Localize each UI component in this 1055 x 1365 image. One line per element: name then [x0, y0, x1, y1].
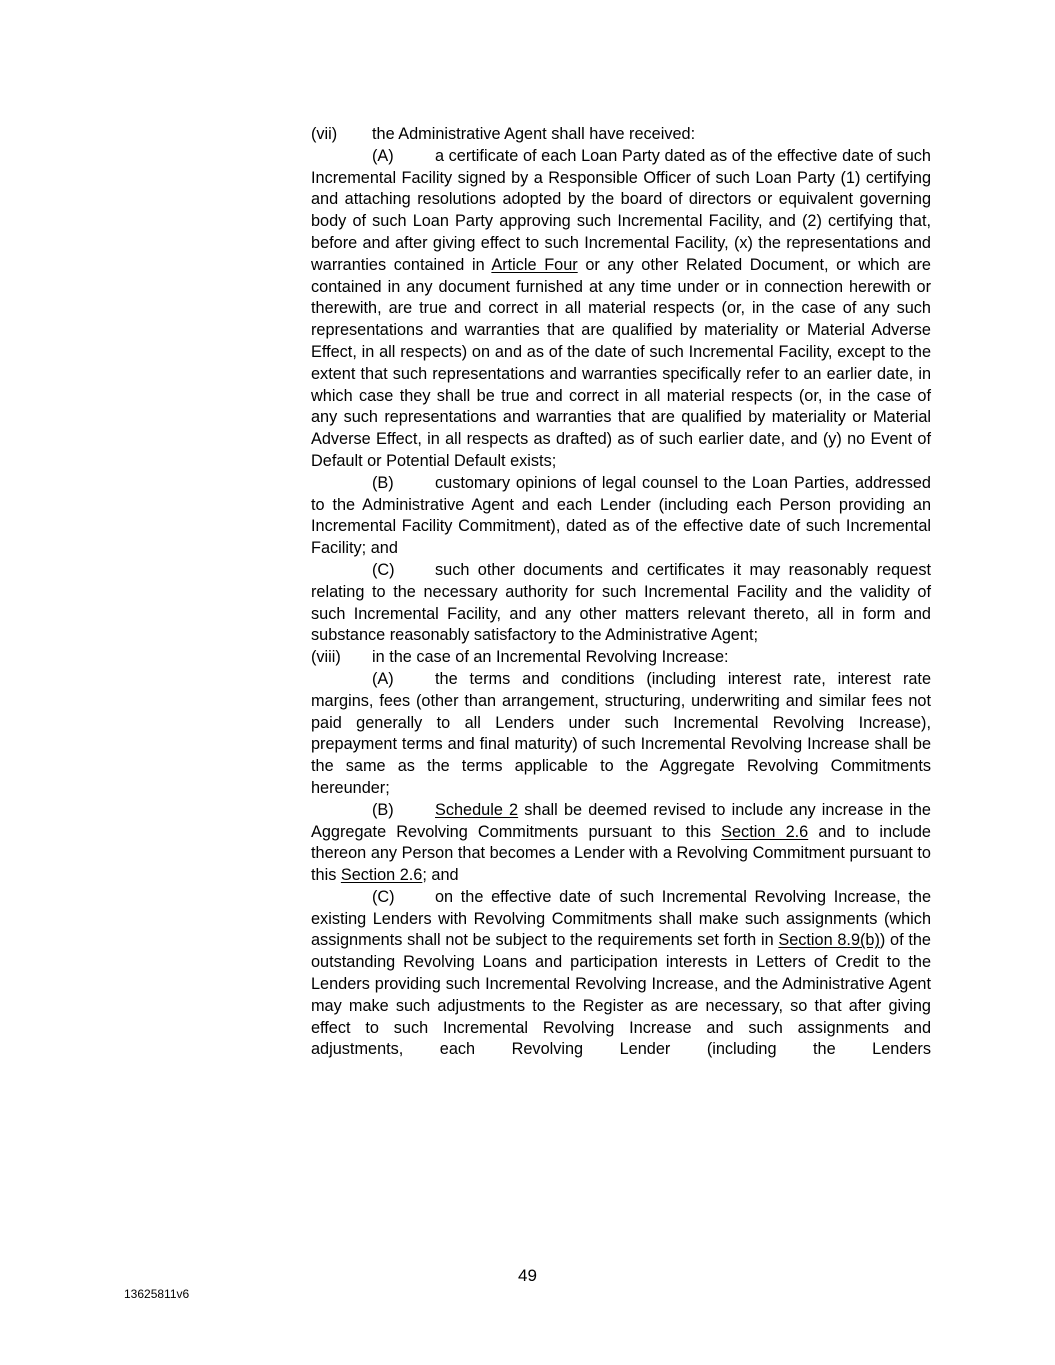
subclause-text: such other documents and certificates it may reasonably request relating to the necessary authority for such Incremental Facility and the validity of such Incremental Facility, and any other matters relevant thereto, all in form and substance reasonably satisfactory to the Administrative Agent; — [311, 560, 931, 645]
schedule-2-reference: Schedule 2 — [435, 800, 519, 819]
subclause-text: on the effective date of such Incremental Revolving Increase, the existing Lenders with Revolving Commitments shall make such assignments (which assignments shall not be subject to the requirements set forth in — [311, 887, 931, 950]
subclause-text: the terms and conditions (including interest rate, interest rate margins, fees (other than arrangement, structuring, underwriting and similar fees not paid generally to all Lenders under such Incremental Revolving Increase), prepayment terms and final maturity) of such Incremental Revolving Increase shall be the same as the terms applicable to the Aggregate Revolving Commitments hereunder; — [311, 669, 931, 797]
subclause-vii-b — [311, 473, 931, 560]
subclause-text: a certificate of each Loan Party dated as of the effective date of such Incremental Facility signed by a Responsible Officer of such Loan Party (1) certifying and attaching resolutions adopted by the board of directors or equivalent governing body of such Loan Party approving such Incremental Facility, and (2) certifying that, before and after giving effect to such Incremental Facility, (x) the representations and warranties contained in — [311, 146, 931, 274]
document-id: 13625811v6 — [124, 1287, 190, 1301]
subclause-vii-a — [311, 146, 931, 473]
section-2-6-reference: Section 2.6 — [340, 866, 423, 885]
section-8-9b-reference: Section 8.9(b) — [778, 931, 880, 950]
subclause-label: (A) — [372, 669, 394, 688]
subclause-text-end: ; and — [422, 866, 459, 885]
page-number: 49 — [518, 1266, 537, 1285]
clause-text: in the case of an Incremental Revolving Increase: — [372, 648, 729, 667]
subclause-viii-c — [311, 887, 931, 1061]
clause-text: the Administrative Agent shall have received: — [372, 125, 696, 143]
subclause-text-cont: or any other Related Document, or which are contained in any document furnished at any time under or in connection herewith or therewith, are true and correct in all material respects (or, in the case of any such representations and warranties that are qualified by materiality or Material Adverse Effect, in all respects) on and as of the date of such Incremental Facility, except to the extent that such representations and warranties specifically refer to an earlier date, in which case they shall be true and correct in all material respects (or, in the case of any such representations and warranties that are qualified by materiality or Material Adverse Effect, in all respects as drafted) as of such earlier date, and (y) no Event of Default or Potential Default exists; — [311, 255, 931, 470]
subclause-label: (B) — [372, 800, 394, 819]
clause-number: (viii) — [311, 648, 341, 667]
subclause-label: (A) — [372, 146, 394, 165]
section-2-6-reference: Section 2.6 — [721, 822, 809, 841]
subclause-label: (C) — [372, 887, 395, 906]
subclause-vii-c — [311, 560, 931, 647]
subclause-text-cont: ) of the outstanding Revolving Loans and participation interests in Letters of Credit to the Lenders providing such Incremental Revolving Increase, and the Administrative Agent may make such adjustments to the Register as are necessary, so that after giving effect to such Incremental Revolving Increase and such assignments and adjustments, each Revolving Lender (including the Lenders — [311, 931, 931, 1059]
clause-viii — [311, 647, 931, 669]
clause-vii — [311, 124, 931, 146]
subclause-viii-b — [311, 800, 931, 887]
document-body — [311, 124, 931, 1061]
subclause-text: customary opinions of legal counsel to the Loan Parties, addressed to the Administrative Agent and each Lender (including each Person providing an Incremental Facility Commitment), dated as of the effective date of such Incremental Facility; and — [311, 473, 931, 558]
subclause-label: (C) — [372, 560, 395, 579]
subclause-text: shall be deemed revised to include any increase in the Aggregate Revolving Commitments pursuant to this — [311, 800, 931, 841]
subclause-viii-a — [311, 669, 931, 800]
subclause-label: (B) — [372, 473, 394, 492]
clause-number: (vii) — [311, 125, 338, 143]
subclause-text-cont: and to include thereon any Person that becomes a Lender with a Revolving Commitment pursuant to this — [311, 822, 931, 885]
article-four-reference: Article Four — [491, 255, 578, 274]
